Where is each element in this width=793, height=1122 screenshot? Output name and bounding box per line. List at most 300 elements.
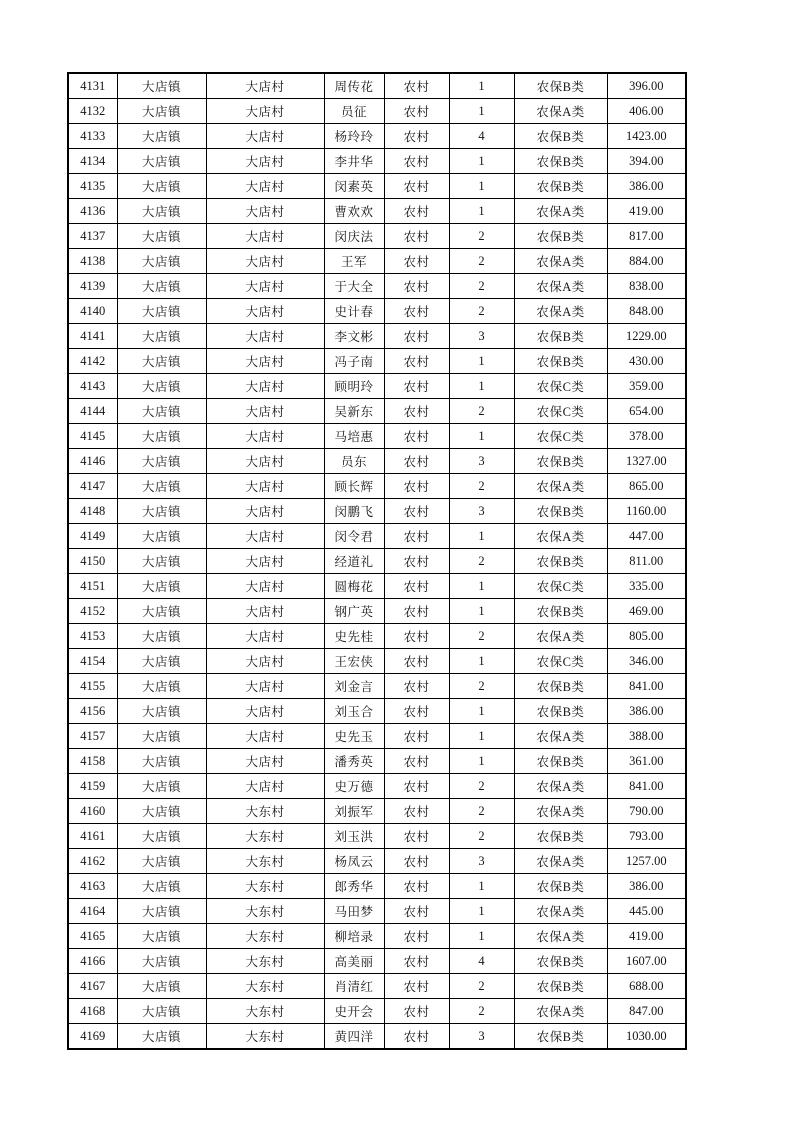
cell-residence: 农村 <box>384 949 449 974</box>
cell-amount: 838.00 <box>607 274 686 299</box>
cell-serial: 4140 <box>68 299 117 324</box>
cell-name: 李文彬 <box>324 324 384 349</box>
cell-town: 大店镇 <box>117 174 206 199</box>
cell-town: 大店镇 <box>117 374 206 399</box>
cell-amount: 406.00 <box>607 99 686 124</box>
cell-amount: 419.00 <box>607 199 686 224</box>
cell-village: 大店村 <box>206 499 324 524</box>
cell-residence: 农村 <box>384 549 449 574</box>
table-row <box>68 124 686 149</box>
cell-count: 2 <box>449 399 514 424</box>
cell-count: 2 <box>449 549 514 574</box>
cell-count: 1 <box>449 749 514 774</box>
cell-residence: 农村 <box>384 249 449 274</box>
table-row <box>68 574 686 599</box>
cell-residence: 农村 <box>384 224 449 249</box>
cell-category: 农保C类 <box>514 424 607 449</box>
table-row <box>68 299 686 324</box>
cell-name: 肖清红 <box>324 974 384 999</box>
cell-name: 曹欢欢 <box>324 199 384 224</box>
cell-count: 2 <box>449 774 514 799</box>
cell-residence: 农村 <box>384 299 449 324</box>
cell-residence: 农村 <box>384 99 449 124</box>
cell-category: 农保B类 <box>514 499 607 524</box>
cell-count: 1 <box>449 374 514 399</box>
table-row <box>68 1024 686 1050</box>
table-row <box>68 349 686 374</box>
cell-serial: 4169 <box>68 1024 117 1050</box>
cell-category: 农保A类 <box>514 999 607 1024</box>
cell-amount: 654.00 <box>607 399 686 424</box>
cell-count: 1 <box>449 924 514 949</box>
cell-serial: 4132 <box>68 99 117 124</box>
cell-serial: 4160 <box>68 799 117 824</box>
cell-town: 大店镇 <box>117 349 206 374</box>
table-row <box>68 73 686 99</box>
cell-name: 吴新东 <box>324 399 384 424</box>
cell-category: 农保B类 <box>514 124 607 149</box>
cell-town: 大店镇 <box>117 499 206 524</box>
cell-name: 马田梦 <box>324 899 384 924</box>
cell-count: 1 <box>449 149 514 174</box>
cell-amount: 805.00 <box>607 624 686 649</box>
cell-count: 1 <box>449 174 514 199</box>
cell-serial: 4142 <box>68 349 117 374</box>
cell-village: 大店村 <box>206 349 324 374</box>
cell-village: 大店村 <box>206 649 324 674</box>
table-row <box>68 899 686 924</box>
cell-category: 农保A类 <box>514 274 607 299</box>
table-row <box>68 849 686 874</box>
cell-town: 大店镇 <box>117 674 206 699</box>
cell-name: 柳培录 <box>324 924 384 949</box>
cell-amount: 793.00 <box>607 824 686 849</box>
cell-village: 大店村 <box>206 624 324 649</box>
cell-town: 大店镇 <box>117 1024 206 1050</box>
cell-residence: 农村 <box>384 974 449 999</box>
cell-serial: 4150 <box>68 549 117 574</box>
cell-category: 农保A类 <box>514 474 607 499</box>
cell-town: 大店镇 <box>117 149 206 174</box>
cell-residence: 农村 <box>384 399 449 424</box>
cell-village: 大东村 <box>206 899 324 924</box>
cell-count: 2 <box>449 824 514 849</box>
cell-category: 农保B类 <box>514 73 607 99</box>
table-row <box>68 799 686 824</box>
cell-village: 大店村 <box>206 174 324 199</box>
cell-name: 顾明玲 <box>324 374 384 399</box>
table-row <box>68 599 686 624</box>
cell-category: 农保B类 <box>514 599 607 624</box>
cell-residence: 农村 <box>384 924 449 949</box>
cell-serial: 4151 <box>68 574 117 599</box>
cell-category: 农保B类 <box>514 749 607 774</box>
cell-count: 4 <box>449 124 514 149</box>
cell-category: 农保B类 <box>514 174 607 199</box>
cell-residence: 农村 <box>384 799 449 824</box>
cell-serial: 4149 <box>68 524 117 549</box>
cell-town: 大店镇 <box>117 724 206 749</box>
cell-village: 大东村 <box>206 849 324 874</box>
cell-village: 大店村 <box>206 699 324 724</box>
cell-amount: 386.00 <box>607 699 686 724</box>
cell-category: 农保B类 <box>514 549 607 574</box>
cell-category: 农保B类 <box>514 349 607 374</box>
cell-amount: 469.00 <box>607 599 686 624</box>
cell-town: 大店镇 <box>117 774 206 799</box>
cell-count: 1 <box>449 724 514 749</box>
cell-count: 2 <box>449 624 514 649</box>
cell-count: 1 <box>449 874 514 899</box>
cell-village: 大店村 <box>206 674 324 699</box>
cell-category: 农保A类 <box>514 799 607 824</box>
table-row <box>68 824 686 849</box>
cell-count: 3 <box>449 499 514 524</box>
cell-town: 大店镇 <box>117 449 206 474</box>
cell-village: 大店村 <box>206 599 324 624</box>
cell-village: 大店村 <box>206 774 324 799</box>
cell-town: 大店镇 <box>117 649 206 674</box>
cell-amount: 396.00 <box>607 73 686 99</box>
cell-serial: 4156 <box>68 699 117 724</box>
table-row <box>68 774 686 799</box>
cell-name: 史先桂 <box>324 624 384 649</box>
cell-town: 大店镇 <box>117 974 206 999</box>
cell-village: 大东村 <box>206 924 324 949</box>
table-row <box>68 974 686 999</box>
cell-serial: 4165 <box>68 924 117 949</box>
table-body <box>68 73 686 1049</box>
table-row <box>68 274 686 299</box>
cell-amount: 841.00 <box>607 674 686 699</box>
cell-category: 农保B类 <box>514 449 607 474</box>
cell-category: 农保B类 <box>514 699 607 724</box>
cell-residence: 农村 <box>384 199 449 224</box>
cell-amount: 1327.00 <box>607 449 686 474</box>
cell-count: 1 <box>449 349 514 374</box>
table-row <box>68 449 686 474</box>
cell-residence: 农村 <box>384 274 449 299</box>
cell-serial: 4137 <box>68 224 117 249</box>
table-row <box>68 624 686 649</box>
cell-serial: 4155 <box>68 674 117 699</box>
cell-name: 于大全 <box>324 274 384 299</box>
table-row <box>68 724 686 749</box>
cell-village: 大店村 <box>206 299 324 324</box>
cell-count: 1 <box>449 649 514 674</box>
table-row <box>68 524 686 549</box>
cell-amount: 841.00 <box>607 774 686 799</box>
cell-serial: 4144 <box>68 399 117 424</box>
cell-town: 大店镇 <box>117 474 206 499</box>
cell-count: 2 <box>449 674 514 699</box>
cell-town: 大店镇 <box>117 899 206 924</box>
cell-count: 2 <box>449 474 514 499</box>
cell-village: 大店村 <box>206 99 324 124</box>
cell-residence: 农村 <box>384 524 449 549</box>
cell-count: 3 <box>449 849 514 874</box>
cell-village: 大店村 <box>206 524 324 549</box>
cell-residence: 农村 <box>384 874 449 899</box>
cell-residence: 农村 <box>384 674 449 699</box>
cell-residence: 农村 <box>384 124 449 149</box>
cell-serial: 4163 <box>68 874 117 899</box>
cell-town: 大店镇 <box>117 524 206 549</box>
cell-village: 大店村 <box>206 124 324 149</box>
cell-category: 农保A类 <box>514 99 607 124</box>
cell-count: 2 <box>449 274 514 299</box>
cell-amount: 790.00 <box>607 799 686 824</box>
cell-name: 闵庆法 <box>324 224 384 249</box>
cell-category: 农保A类 <box>514 524 607 549</box>
cell-village: 大店村 <box>206 374 324 399</box>
cell-amount: 848.00 <box>607 299 686 324</box>
cell-count: 4 <box>449 949 514 974</box>
cell-village: 大东村 <box>206 949 324 974</box>
cell-name: 史先玉 <box>324 724 384 749</box>
cell-category: 农保A类 <box>514 249 607 274</box>
cell-serial: 4147 <box>68 474 117 499</box>
cell-name: 刘玉洪 <box>324 824 384 849</box>
cell-town: 大店镇 <box>117 549 206 574</box>
cell-residence: 农村 <box>384 474 449 499</box>
cell-serial: 4139 <box>68 274 117 299</box>
cell-serial: 4131 <box>68 73 117 99</box>
cell-amount: 884.00 <box>607 249 686 274</box>
cell-serial: 4146 <box>68 449 117 474</box>
cell-count: 2 <box>449 299 514 324</box>
cell-serial: 4154 <box>68 649 117 674</box>
cell-name: 杨凤云 <box>324 849 384 874</box>
cell-village: 大东村 <box>206 799 324 824</box>
cell-residence: 农村 <box>384 599 449 624</box>
cell-name: 员征 <box>324 99 384 124</box>
cell-category: 农保B类 <box>514 974 607 999</box>
cell-name: 刘玉合 <box>324 699 384 724</box>
cell-count: 2 <box>449 249 514 274</box>
cell-name: 闵素英 <box>324 174 384 199</box>
cell-amount: 419.00 <box>607 924 686 949</box>
benefits-table <box>67 72 687 1050</box>
cell-amount: 1257.00 <box>607 849 686 874</box>
cell-category: 农保A类 <box>514 624 607 649</box>
cell-town: 大店镇 <box>117 73 206 99</box>
cell-village: 大店村 <box>206 549 324 574</box>
cell-amount: 335.00 <box>607 574 686 599</box>
cell-serial: 4134 <box>68 149 117 174</box>
cell-residence: 农村 <box>384 449 449 474</box>
cell-serial: 4159 <box>68 774 117 799</box>
cell-residence: 农村 <box>384 149 449 174</box>
cell-serial: 4133 <box>68 124 117 149</box>
cell-name: 顾长辉 <box>324 474 384 499</box>
table-row <box>68 949 686 974</box>
table-row <box>68 999 686 1024</box>
table-row <box>68 874 686 899</box>
cell-village: 大店村 <box>206 249 324 274</box>
cell-amount: 1030.00 <box>607 1024 686 1050</box>
cell-amount: 386.00 <box>607 874 686 899</box>
cell-name: 王宏侠 <box>324 649 384 674</box>
table-row <box>68 374 686 399</box>
cell-amount: 359.00 <box>607 374 686 399</box>
cell-category: 农保B类 <box>514 224 607 249</box>
cell-residence: 农村 <box>384 499 449 524</box>
cell-residence: 农村 <box>384 624 449 649</box>
cell-name: 李井华 <box>324 149 384 174</box>
cell-town: 大店镇 <box>117 999 206 1024</box>
cell-count: 1 <box>449 699 514 724</box>
cell-town: 大店镇 <box>117 99 206 124</box>
cell-name: 圆梅花 <box>324 574 384 599</box>
cell-count: 2 <box>449 999 514 1024</box>
cell-serial: 4168 <box>68 999 117 1024</box>
table-row <box>68 474 686 499</box>
cell-serial: 4164 <box>68 899 117 924</box>
cell-serial: 4143 <box>68 374 117 399</box>
cell-category: 农保B类 <box>514 824 607 849</box>
cell-town: 大店镇 <box>117 299 206 324</box>
cell-amount: 1607.00 <box>607 949 686 974</box>
cell-village: 大店村 <box>206 73 324 99</box>
cell-amount: 386.00 <box>607 174 686 199</box>
cell-residence: 农村 <box>384 324 449 349</box>
cell-name: 经道礼 <box>324 549 384 574</box>
cell-count: 3 <box>449 1024 514 1050</box>
cell-residence: 农村 <box>384 999 449 1024</box>
cell-name: 黄四洋 <box>324 1024 384 1050</box>
cell-village: 大店村 <box>206 149 324 174</box>
cell-town: 大店镇 <box>117 224 206 249</box>
cell-residence: 农村 <box>384 349 449 374</box>
cell-town: 大店镇 <box>117 699 206 724</box>
table-row <box>68 249 686 274</box>
cell-serial: 4135 <box>68 174 117 199</box>
cell-category: 农保A类 <box>514 849 607 874</box>
cell-name: 郎秀华 <box>324 874 384 899</box>
cell-count: 1 <box>449 199 514 224</box>
cell-village: 大店村 <box>206 474 324 499</box>
cell-town: 大店镇 <box>117 949 206 974</box>
cell-amount: 447.00 <box>607 524 686 549</box>
cell-category: 农保A类 <box>514 774 607 799</box>
cell-residence: 农村 <box>384 699 449 724</box>
table-row <box>68 99 686 124</box>
cell-category: 农保B类 <box>514 1024 607 1050</box>
cell-village: 大店村 <box>206 224 324 249</box>
cell-count: 1 <box>449 424 514 449</box>
cell-category: 农保C类 <box>514 374 607 399</box>
cell-amount: 1229.00 <box>607 324 686 349</box>
cell-name: 刘振军 <box>324 799 384 824</box>
cell-count: 3 <box>449 324 514 349</box>
cell-town: 大店镇 <box>117 399 206 424</box>
cell-serial: 4167 <box>68 974 117 999</box>
cell-village: 大店村 <box>206 749 324 774</box>
cell-name: 刘金言 <box>324 674 384 699</box>
cell-category: 农保A类 <box>514 299 607 324</box>
cell-category: 农保C类 <box>514 649 607 674</box>
cell-village: 大店村 <box>206 199 324 224</box>
cell-serial: 4138 <box>68 249 117 274</box>
cell-residence: 农村 <box>384 73 449 99</box>
cell-town: 大店镇 <box>117 199 206 224</box>
cell-category: 农保B类 <box>514 949 607 974</box>
cell-town: 大店镇 <box>117 124 206 149</box>
cell-amount: 388.00 <box>607 724 686 749</box>
cell-name: 史开会 <box>324 999 384 1024</box>
cell-serial: 4157 <box>68 724 117 749</box>
cell-residence: 农村 <box>384 424 449 449</box>
cell-name: 闵鹏飞 <box>324 499 384 524</box>
cell-amount: 378.00 <box>607 424 686 449</box>
cell-category: 农保B类 <box>514 149 607 174</box>
cell-count: 2 <box>449 974 514 999</box>
cell-name: 员东 <box>324 449 384 474</box>
cell-name: 马培惠 <box>324 424 384 449</box>
cell-amount: 346.00 <box>607 649 686 674</box>
cell-residence: 农村 <box>384 824 449 849</box>
cell-residence: 农村 <box>384 1024 449 1050</box>
cell-village: 大东村 <box>206 824 324 849</box>
cell-residence: 农村 <box>384 574 449 599</box>
cell-town: 大店镇 <box>117 324 206 349</box>
cell-serial: 4148 <box>68 499 117 524</box>
cell-serial: 4145 <box>68 424 117 449</box>
cell-category: 农保B类 <box>514 874 607 899</box>
cell-residence: 农村 <box>384 374 449 399</box>
cell-name: 高美丽 <box>324 949 384 974</box>
cell-name: 杨玲玲 <box>324 124 384 149</box>
cell-count: 1 <box>449 899 514 924</box>
cell-count: 2 <box>449 224 514 249</box>
cell-amount: 811.00 <box>607 549 686 574</box>
cell-serial: 4162 <box>68 849 117 874</box>
cell-residence: 农村 <box>384 649 449 674</box>
table-row <box>68 324 686 349</box>
cell-name: 钢广英 <box>324 599 384 624</box>
cell-count: 3 <box>449 449 514 474</box>
cell-residence: 农村 <box>384 174 449 199</box>
cell-town: 大店镇 <box>117 849 206 874</box>
cell-amount: 430.00 <box>607 349 686 374</box>
table-row <box>68 749 686 774</box>
cell-name: 王军 <box>324 249 384 274</box>
cell-serial: 4166 <box>68 949 117 974</box>
cell-count: 2 <box>449 799 514 824</box>
cell-town: 大店镇 <box>117 799 206 824</box>
cell-town: 大店镇 <box>117 274 206 299</box>
cell-serial: 4161 <box>68 824 117 849</box>
cell-town: 大店镇 <box>117 599 206 624</box>
cell-amount: 865.00 <box>607 474 686 499</box>
cell-town: 大店镇 <box>117 749 206 774</box>
cell-village: 大店村 <box>206 424 324 449</box>
cell-village: 大东村 <box>206 999 324 1024</box>
cell-serial: 4153 <box>68 624 117 649</box>
cell-serial: 4158 <box>68 749 117 774</box>
table-row <box>68 199 686 224</box>
table-row <box>68 674 686 699</box>
table-row <box>68 649 686 674</box>
cell-category: 农保B类 <box>514 674 607 699</box>
cell-residence: 农村 <box>384 849 449 874</box>
cell-name: 冯子南 <box>324 349 384 374</box>
cell-village: 大店村 <box>206 574 324 599</box>
cell-category: 农保C类 <box>514 574 607 599</box>
cell-town: 大店镇 <box>117 874 206 899</box>
table-row <box>68 399 686 424</box>
